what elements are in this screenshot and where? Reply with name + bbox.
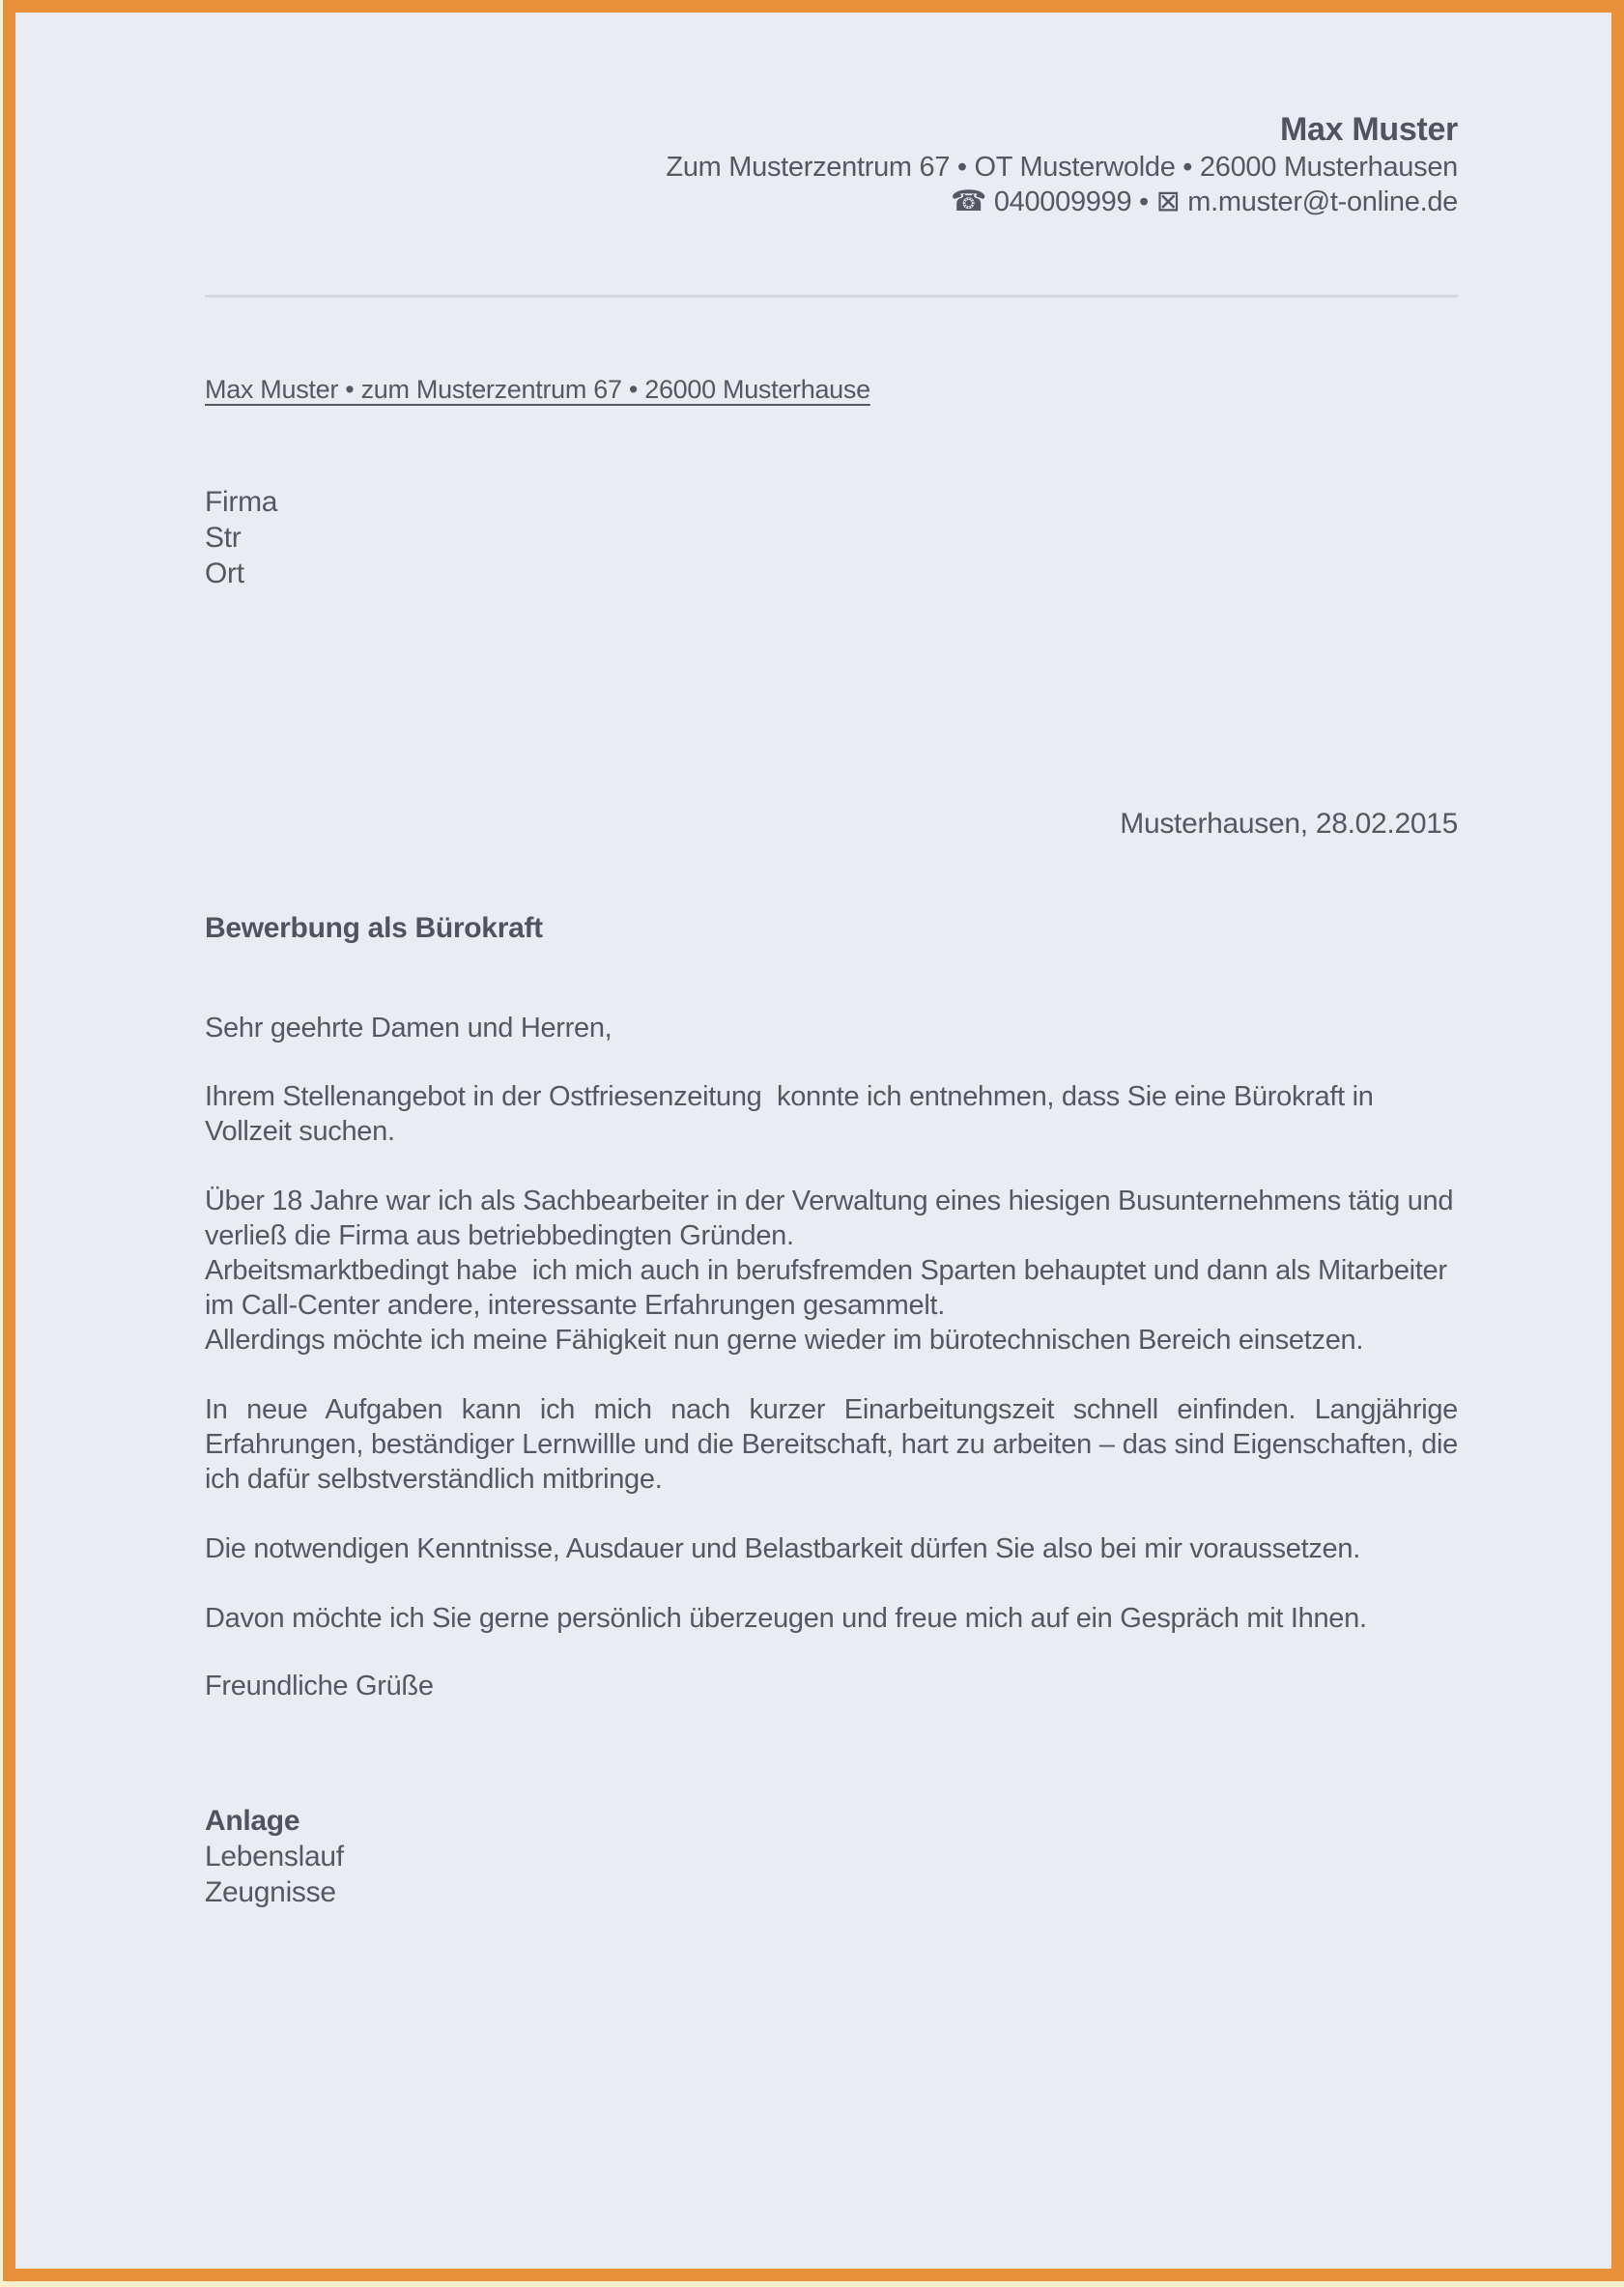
- body-paragraph-3: In neue Aufgaben kann ich mich nach kurzer Einarbeitungszeit schnell einfinden. Langjährige Erfahrungen, beständiger Lernwillle und die Bereitschaft, hart zu arbeiten – das sind Eigenschaften, die ich dafür selbstverständlich mitbringe.: [205, 1394, 1466, 1495]
- body-paragraph-4: Die notwendigen Kenntnisse, Ausdauer und Belastbarkeit dürfen Sie also bei mir voraussetzen.: [205, 1533, 1360, 1564]
- letter-header: [205, 109, 1458, 219]
- body-paragraph-2-line-2: Arbeitsmarktbedingt habe ich mich auch in berufsfremden Sparten behauptet und dann als Mitarbeiter im Call-Center andere, interessante Erfahrungen gesammelt.: [205, 1255, 1455, 1321]
- recipient-street: Str: [205, 522, 242, 554]
- date-line: Musterhausen, 28.02.2015: [1120, 808, 1458, 840]
- recipient-city: Ort: [205, 557, 244, 589]
- enclosures-title: Anlage: [205, 1805, 300, 1837]
- enclosure-item-lebenslauf: Lebenslauf: [205, 1841, 344, 1872]
- phone-number: 040009999: [993, 186, 1132, 217]
- letter-page: [3, 0, 1624, 2281]
- email-address: m.muster@t-online.de: [1187, 186, 1458, 217]
- sender-contact-line: [205, 185, 1458, 219]
- sender-address: Zum Musterzentrum 67 • OT Musterwolde • 26000 Musterhausen: [666, 152, 1458, 183]
- body-paragraph-2-line-3: Allerdings möchte ich meine Fähigkeit nun gerne wieder im bürotechnischen Bereich einsetzen.: [205, 1325, 1364, 1356]
- return-address-line: Max Muster • zum Musterzentrum 67 • 26000 Musterhause: [205, 375, 870, 404]
- header-divider: [205, 295, 1458, 298]
- body-paragraph-2-line-1: Über 18 Jahre war ich als Sachbearbeiter in der Verwaltung eines hiesigen Busunternehmens tätig und verließ die Firma aus betriebbedingten Gründen.: [205, 1186, 1461, 1251]
- recipient-company: Firma: [205, 486, 278, 518]
- enclosure-item-zeugnisse: Zeugnisse: [205, 1876, 336, 1908]
- bullet-separator: •: [1139, 186, 1149, 217]
- body-paragraph-1: Ihrem Stellenangebot in der Ostfriesenzeitung konnte ich entnehmen, dass Sie eine Bürokraft in Vollzeit suchen.: [205, 1081, 1382, 1147]
- phone-icon: ☎: [950, 186, 987, 217]
- salutation: Sehr geehrte Damen und Herren,: [205, 1013, 613, 1043]
- closing-phrase: Freundliche Grüße: [205, 1671, 434, 1701]
- body-paragraph-5: Davon möchte ich Sie gerne persönlich überzeugen und freue mich auf ein Gespräch mit Ihnen.: [205, 1603, 1367, 1634]
- envelope-icon: ⊠: [1155, 186, 1181, 217]
- subject-line: Bewerbung als Bürokraft: [205, 912, 543, 944]
- sender-name: Max Muster: [1279, 111, 1458, 148]
- recipient-block: [205, 484, 1458, 591]
- enclosures-block: [205, 1803, 1458, 1910]
